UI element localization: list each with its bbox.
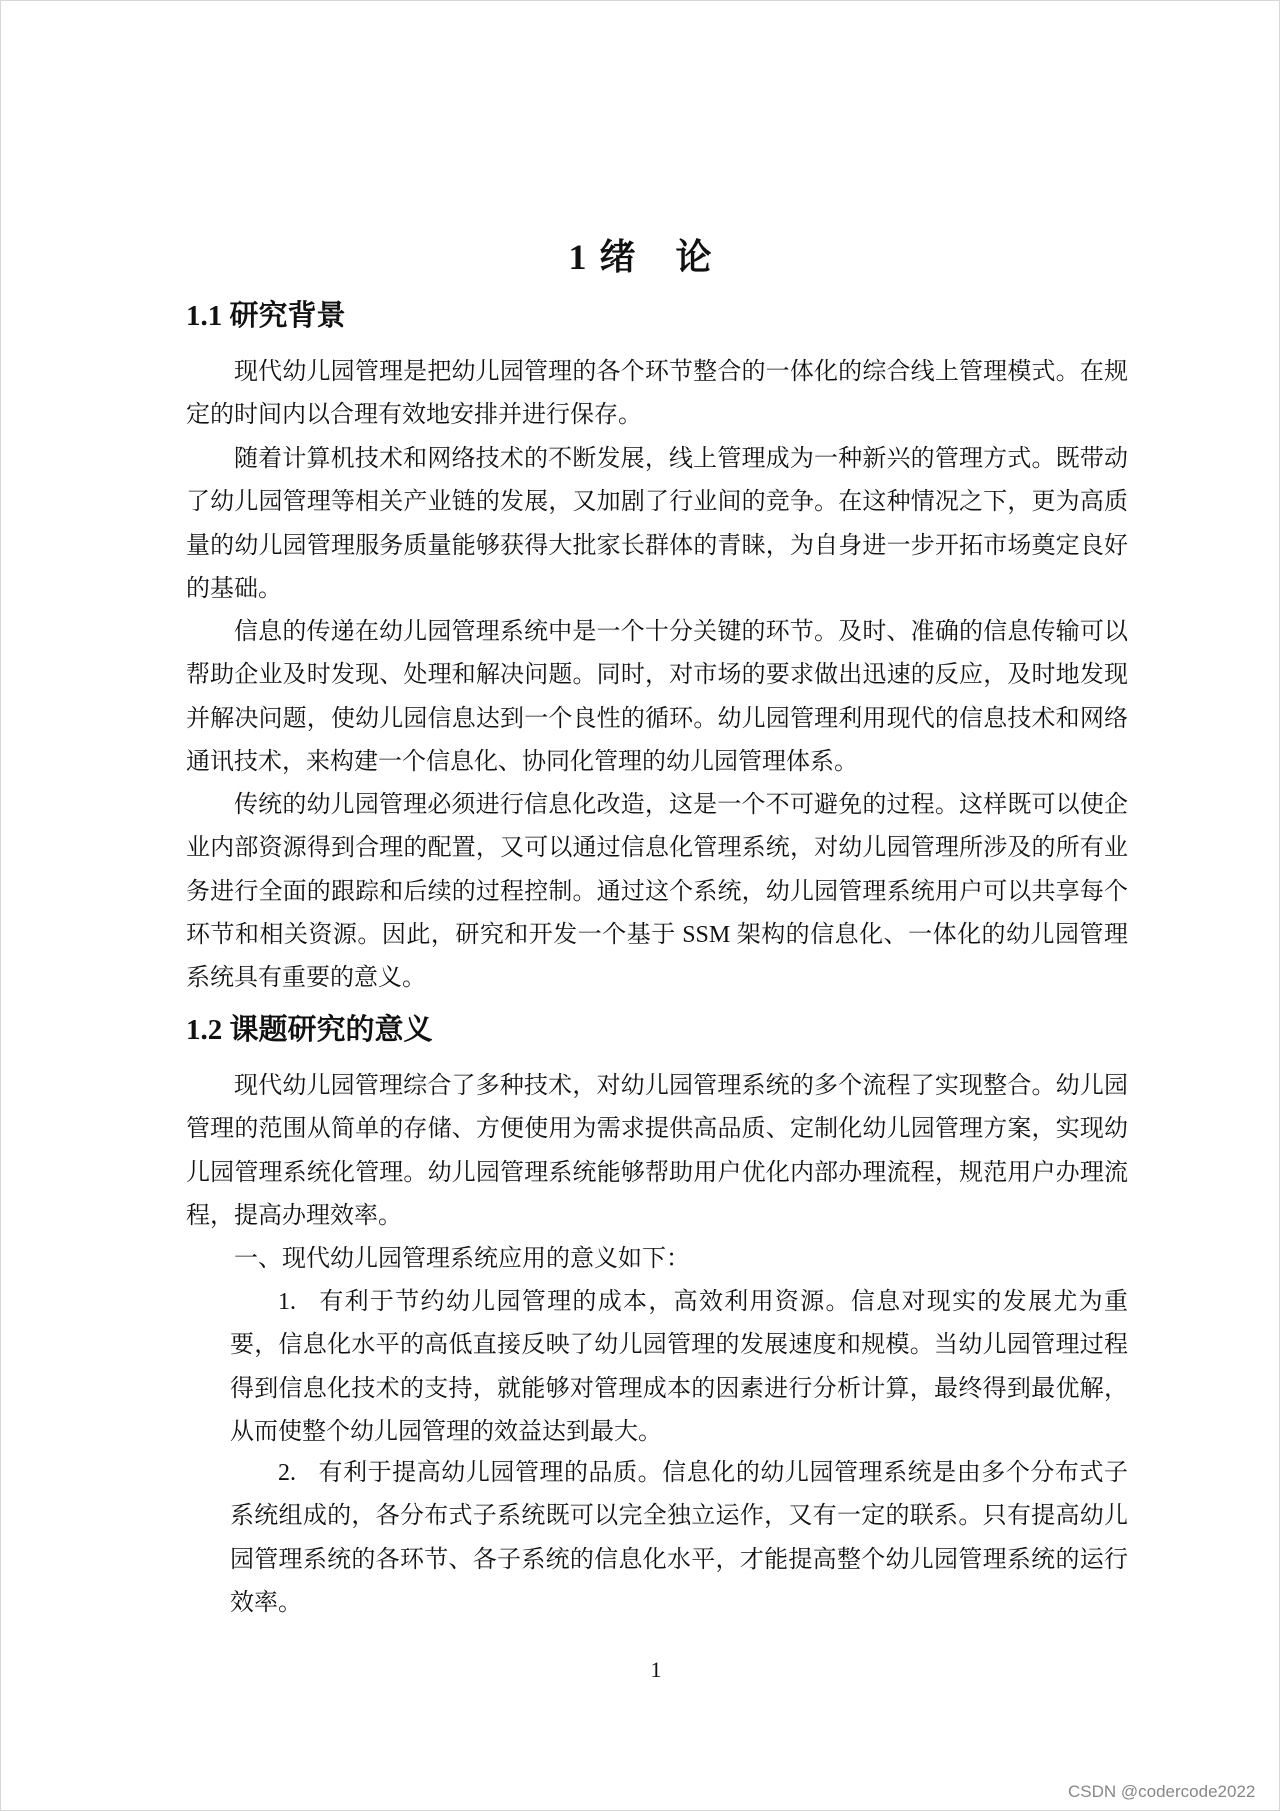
- paragraph: 传统的幼儿园管理必须进行信息化改造，这是一个不可避免的过程。这样既可以使企业内部资源得到合理的配置，又可以通过信息化管理系统，对幼儿园管理所涉及的所有业务进行全面的跟踪和后续的过程控制。通过这个系统，幼儿园管理系统用户可以共享每个环节和相关资源。因此，研究和开发一个基于 SSM 架构的信息化、一体化的幼儿园管理系统具有重要的意义。: [186, 792, 1128, 992]
- paragraph: 信息的传递在幼儿园管理系统中是一个十分关键的环节。及时、准确的信息传输可以帮助企业及时发现、处理和解决问题。同时，对市场的要求做出迅速的反应，及时地发现并解决问题，使幼儿园信息达到一个良性的循环。幼儿园管理利用现代的信息技术和网络通讯技术，来构建一个信息化、协同化管理的幼儿园管理体系。: [186, 619, 1128, 775]
- section-heading: 1.2 课题研究的意义: [186, 1014, 433, 1046]
- list-number: 2.: [278, 1460, 296, 1486]
- list-text: 有利于提高幼儿园管理的品质。信息化的幼儿园管理系统是由多个分布式子系统组成的，各分布式子系统既可以完全独立运作，又有一定的联系。只有提高幼儿园管理系统的各环节、各子系统的信息化水平，才能提高整个幼儿园管理系统的运行效率。: [230, 1460, 1128, 1616]
- list-item: [230, 1452, 1128, 1625]
- list-number: 1.: [278, 1289, 296, 1315]
- list-text: 有利于节约幼儿园管理的成本，高效利用资源。信息对现实的发展尤为重要，信息化水平的高低直接反映了幼儿园管理的发展速度和规模。当幼儿园管理过程得到信息化技术的支持，就能够对管理成本的因素进行分析计算，最终得到最优解，从而使整个幼儿园管理的效益达到最大。: [230, 1289, 1128, 1445]
- section-heading: 1.1 研究背景: [186, 300, 346, 332]
- list-item: [230, 1281, 1128, 1454]
- paragraph: 现代幼儿园管理是把幼儿园管理的各个环节整合的一体化的综合线上管理模式。在规定的时间内以合理有效地安排并进行保存。: [186, 359, 1128, 429]
- paragraph: 一、现代幼儿园管理系统应用的意义如下：: [234, 1246, 690, 1272]
- paragraph: 随着计算机技术和网络技术的不断发展，线上管理成为一种新兴的管理方式。既带动了幼儿园管理等相关产业链的发展，又加剧了行业间的竞争。在这种情况之下，更为高质量的幼儿园管理服务质量能够获得大批家长群体的青睐，为自身进一步开拓市场奠定良好的基础。: [186, 446, 1128, 602]
- page-number: 1: [650, 1657, 662, 1682]
- watermark: CSDN @codercode2022: [1068, 1782, 1256, 1801]
- paragraph: 现代幼儿园管理综合了多种技术，对幼儿园管理系统的多个流程了实现整合。幼儿园管理的范围从简单的存储、方便使用为需求提供高品质、定制化幼儿园管理方案，实现幼儿园管理系统化管理。幼儿园管理系统能够帮助用户优化内部办理流程，规范用户办理流程，提高办理效率。: [186, 1073, 1128, 1229]
- chapter-title: 1 绪 论: [568, 237, 714, 277]
